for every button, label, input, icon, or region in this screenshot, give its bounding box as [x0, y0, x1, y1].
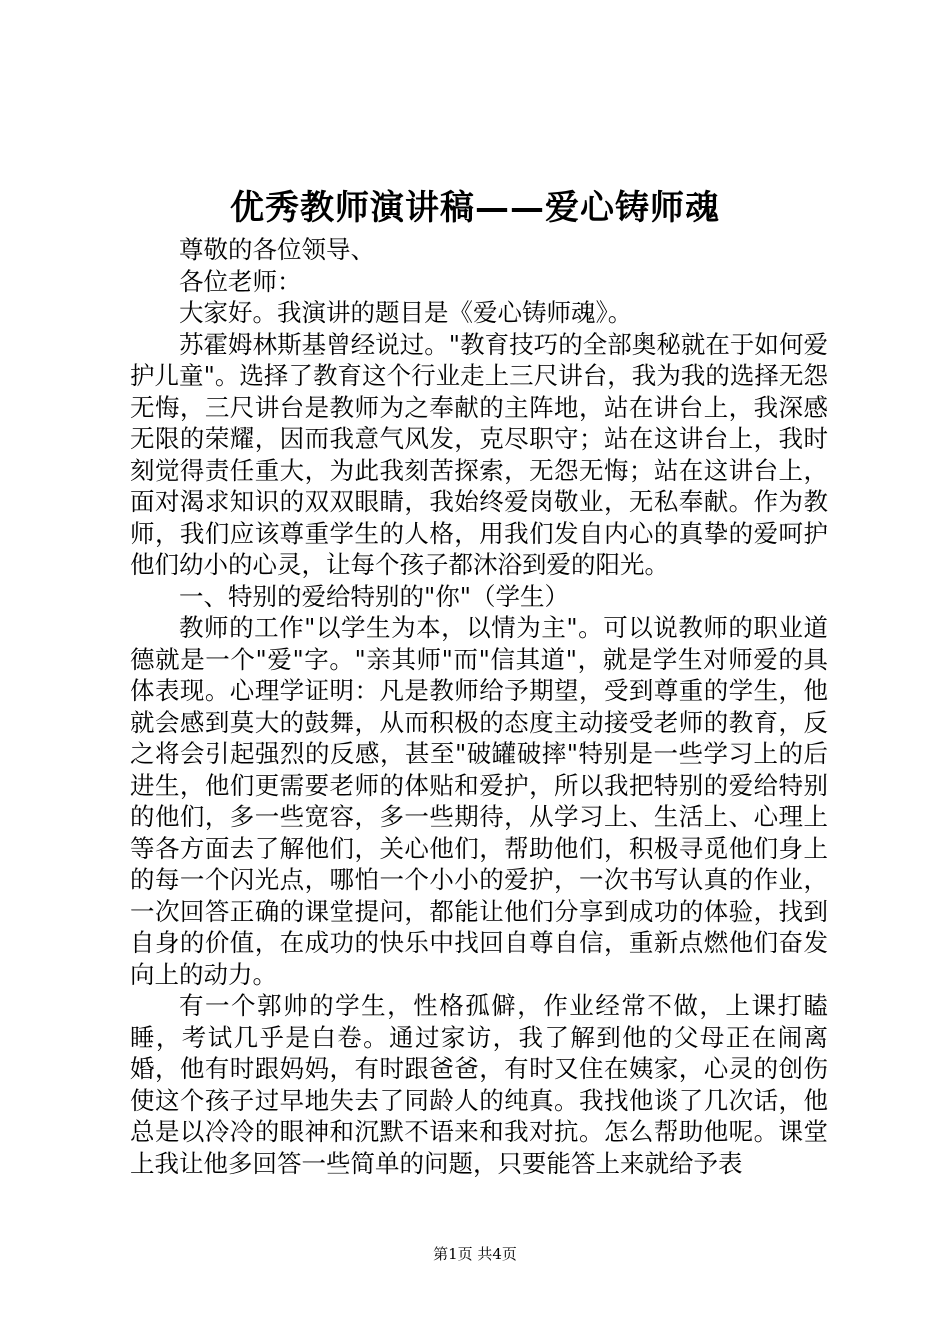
greeting-paragraph: 大家好。我演讲的题目是《爱心铸师魂》。: [179, 298, 633, 327]
document-body: [130, 234, 828, 1179]
page-footer: 第1页 共4页: [433, 1245, 517, 1263]
intro-paragraph: 苏霍姆林斯基曾经说过。"教育技巧的全部奥秘就在于如何爱护儿童"。选择了教育这个行业走上三尺讲台，我为我的选择无怨无悔，三尺讲台是教师为之奉献的主阵地，站在讲台上，我深感无限的荣耀，因而我意气风发，克尽职守；站在这讲台上，我时刻觉得责任重大，为此我刻苦探索，无怨无悔；站在这讲台上，面对渴求知识的双双眼睛，我始终爱岗敬业，无私奉献。作为教师，我们应该尊重学生的人格，用我们发自内心的真挚的爱呵护他们幼小的心灵，让每个孩子都沐浴到爱的阳光。: [130, 329, 828, 579]
salutation-teachers: 各位老师：: [179, 266, 302, 296]
section-body-paragraph: 教师的工作"以学生为本，以情为主"。可以说教师的职业道德就是一个"爱"字。"亲其师"而"信其道"，就是学生对师爱的具体表现。心理学证明：凡是教师给予期望，受到尊重的学生，他就会感到莫大的鼓舞，从而积极的态度主动接受老师的教育，反之将会引起强烈的反感，甚至"破罐破摔"特别是一些学习上的后进生，他们更需要老师的体贴和爱护，所以我把特别的爱给特别的他们，多一些宽容，多一些期待，从学习上、生活上、心理上等各方面去了解他们，关心他们，帮助他们，积极寻觅他们身上的每一个闪光点，哪怕一个小小的爱护，一次书写认真的作业，一次回答正确的课堂提问，都能让他们分享到成功的体验，找到自身的价值，在成功的快乐中找回自尊自信，重新点燃他们奋发向上的动力。: [130, 613, 828, 989]
salutation-leaders: 尊敬的各位领导、: [179, 235, 375, 264]
story-paragraph: 有一个郭帅的学生，性格孤僻，作业经常不做，上课打瞌睡，考试几乎是白卷。通过家访，我了解到他的父母正在闹离婚，他有时跟妈妈，有时跟爸爸，有时又住在姨家，心灵的创伤使这个孩子过早地失去了同龄人的纯真。我找他谈了几次话，他总是以冷冷的眼神和沉默不语来和我对抗。怎么帮助他呢。课堂上我让他多回答一些简单的问题，只要能答上来就给予表: [130, 991, 828, 1178]
section-heading: 一、特别的爱给特别的"你"（学生）: [179, 581, 570, 611]
document-title: 优秀教师演讲稿——爱心铸师魂: [230, 188, 720, 228]
